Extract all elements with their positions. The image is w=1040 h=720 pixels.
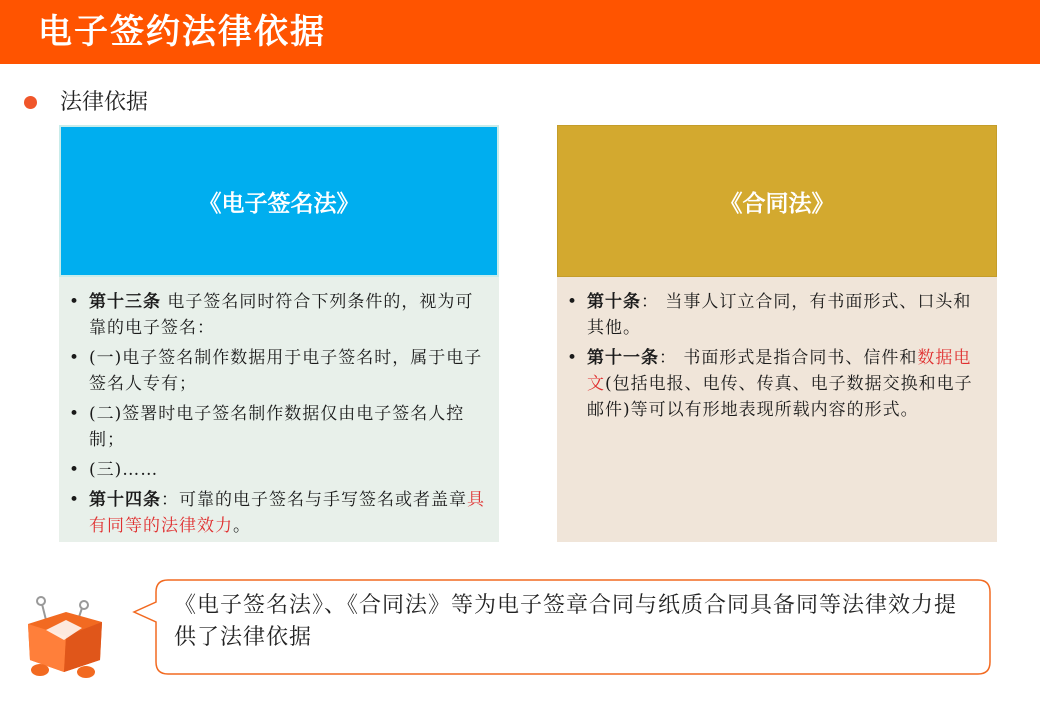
list-item bbox=[69, 345, 485, 397]
page-title: 电子签约法律依据 bbox=[38, 12, 326, 52]
article-text: (二)签署时电子签名制作数据仅由电子签名人控制； bbox=[89, 404, 465, 450]
panel-heading: 《合同法》 bbox=[557, 125, 997, 277]
article-text-tail: (包括电报、电传、传真、电子数据交换和电子邮件)等可以有形地表现所载内容的形式。 bbox=[587, 374, 973, 420]
list-item bbox=[69, 457, 485, 483]
list-item bbox=[567, 345, 983, 423]
bullet-icon: • bbox=[69, 292, 81, 312]
section-label: 法律依据 bbox=[60, 90, 149, 115]
bullet-icon: • bbox=[567, 348, 579, 368]
bullet-icon: • bbox=[567, 292, 579, 312]
contract-law-panel bbox=[557, 125, 997, 542]
article-text: ：可靠的电子签名与手写签名或者盖章 bbox=[161, 490, 467, 510]
bullet-icon: • bbox=[69, 348, 81, 368]
article-number: 第十一条 bbox=[587, 348, 659, 368]
bullet-icon: • bbox=[69, 490, 81, 510]
list-item bbox=[69, 401, 485, 453]
list-item bbox=[69, 289, 485, 341]
electronic-signature-law-panel bbox=[59, 125, 499, 542]
highlighted-text: 具有同等的法律效力 bbox=[89, 490, 485, 536]
section-bullet-icon bbox=[24, 96, 37, 109]
list-item bbox=[69, 487, 485, 539]
highlighted-text: 数据电文 bbox=[587, 348, 972, 394]
article-number: 第十三条 bbox=[89, 292, 161, 312]
article-text-tail: 。 bbox=[233, 516, 251, 536]
article-text: (三)…… bbox=[89, 460, 159, 480]
bullet-icon: • bbox=[69, 460, 81, 480]
list-item bbox=[567, 289, 983, 341]
article-text: (一)电子签名制作数据用于电子签名时，属于电子签名人专有； bbox=[89, 348, 483, 394]
callout-text: 《电子签名法》、《合同法》等为电子签章合同与纸质合同具备同等法律效力提供了法律依据 bbox=[174, 593, 958, 650]
article-text: 电子签名同时符合下列条件的，视为可靠的电子签名： bbox=[89, 292, 474, 338]
article-number: 第十条 bbox=[587, 292, 641, 312]
panel-body bbox=[59, 277, 499, 542]
panel-heading: 《电子签名法》 bbox=[59, 125, 499, 277]
title-bar bbox=[0, 0, 1040, 64]
panel-body bbox=[557, 277, 997, 542]
article-text: ： 书面形式是指合同书、信件和 bbox=[659, 348, 918, 368]
article-text: ： 当事人订立合同，有书面形式、口头和其他。 bbox=[587, 292, 972, 338]
box-mascot-icon bbox=[20, 590, 112, 680]
article-number: 第十四条 bbox=[89, 490, 161, 510]
bullet-icon: • bbox=[69, 404, 81, 424]
